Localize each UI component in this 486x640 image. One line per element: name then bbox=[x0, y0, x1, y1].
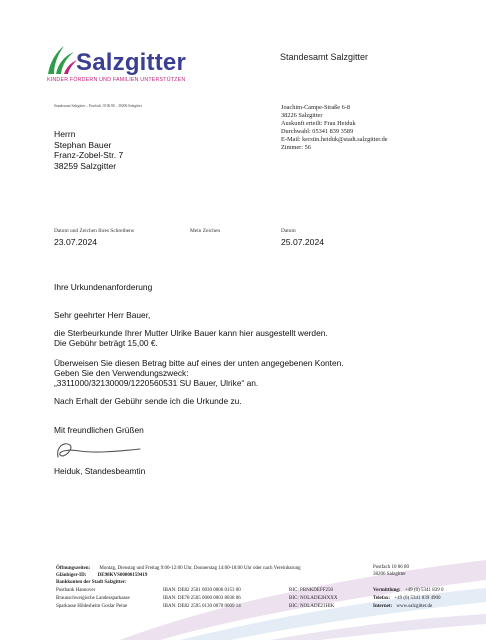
closing: Mit freundlichen Grüßen bbox=[54, 425, 144, 435]
letter-date: 25.07.2024 bbox=[281, 237, 325, 247]
bank-bic: BIC: NOLADE2HXXX bbox=[289, 596, 338, 601]
signer-name: Heiduk, Standesbeamtin bbox=[54, 466, 146, 476]
contact-block bbox=[281, 104, 388, 153]
contact-line: Durchwahl: 05341 839 3589 bbox=[281, 128, 354, 136]
contact-line: Auskunft erteilt: Frau Heiduk bbox=[281, 120, 356, 128]
fax: Telefax: +49 (0) 5341 839 4900 bbox=[373, 596, 441, 601]
recipient-line: 38259 Salzgitter bbox=[54, 160, 117, 171]
subject: Ihre Urkundenanforderung bbox=[54, 282, 153, 292]
bank-name: Postbank Hannover bbox=[56, 588, 96, 593]
bank-iban: IBAN: DE78 2505 0000 0003 8038 06 bbox=[163, 596, 241, 601]
body-line: Überweisen Sie diesen Betrag bitte auf eines der unten angegebenen Konten. bbox=[54, 358, 344, 368]
opening-hours-text: Montag, Dienstag und Freitag 9:00-12:00 Uhr, Donnerstag 14:00-18:00 Uhr oder nach Vereinbarung bbox=[99, 566, 301, 571]
logo-wordmark: Salzgitter bbox=[76, 49, 187, 76]
bank-iban: IBAN: DE82 2595 0130 0070 0009 14 bbox=[163, 604, 241, 609]
body-line: die Sterbeurkunde Ihrer Mutter Ulrike Bauer kann hier ausgestellt werden. bbox=[54, 328, 328, 338]
bank-iban: IBAN: DE82 2501 0030 0006 0153 00 bbox=[163, 588, 241, 593]
bank-name: Braunschweigische Landessparkasse bbox=[56, 596, 130, 601]
my-reference-label: Mein Zeichen bbox=[190, 228, 221, 234]
body-line: „3311000/32130009/1220560531 SU Bauer, Ulrike“ an. bbox=[54, 378, 259, 389]
opening-hours bbox=[56, 566, 301, 573]
date-label: Datum bbox=[281, 228, 296, 234]
recipient-line: Herrn bbox=[54, 129, 76, 139]
signature-icon bbox=[54, 437, 144, 465]
opening-hours-label: Öffnungszeiten: bbox=[56, 566, 91, 571]
creditor-id bbox=[56, 573, 147, 580]
postbox-line: 38206 Salzgitter bbox=[373, 572, 406, 577]
body-line: Nach Erhalt der Gebühr sende ich die Urkunde zu. bbox=[54, 396, 242, 406]
recipient-line: Franz-Zobel-Str. 7 bbox=[54, 150, 124, 161]
body-paragraph bbox=[54, 358, 344, 389]
sender-line: Standesamt Salzgitter – Postfach 10 06 80 – 38206 Salzgitter bbox=[54, 104, 142, 108]
your-reference-label: Datum und Zeichen Ihres Schreibens bbox=[54, 228, 134, 234]
body-line: Geben Sie den Verwendungszweck: bbox=[54, 368, 189, 379]
website: Internet: www.salzgitter.de bbox=[373, 604, 433, 609]
bank-bic: BIC: PBNKDEFF250 bbox=[289, 588, 334, 593]
bank-accounts-label: Bankkonten der Stadt Salzgitter: bbox=[56, 580, 127, 585]
recipient-line: Stephan Bauer bbox=[54, 139, 112, 150]
contact-line: 38226 Salzgitter bbox=[281, 112, 323, 120]
creditor-id-label: Gläubiger-ID: bbox=[56, 573, 87, 578]
exchange-phone: Vermittlung: +49 (0) 5341 839 0 bbox=[373, 588, 444, 593]
contact-line: Zimmer: 56 bbox=[281, 144, 311, 152]
bank-bic: BIC: NOLADE21HIK bbox=[289, 604, 335, 609]
city-logo-icon bbox=[44, 44, 78, 76]
creditor-id-value: DE98KVS00000159419 bbox=[97, 573, 148, 578]
recipient-address bbox=[54, 129, 123, 171]
contact-line: Joachim-Campe-Straße 6-8 bbox=[281, 104, 351, 111]
body-paragraph bbox=[54, 328, 328, 348]
salutation: Sehr geehrter Herr Bauer, bbox=[54, 310, 151, 320]
contact-email: E-Mail: kerstin.heiduk@stadt.salzgitter.de bbox=[281, 136, 388, 144]
your-reference-date: 23.07.2024 bbox=[54, 237, 98, 247]
postbox-line: Postfach 10 06 80 bbox=[373, 565, 409, 570]
office-name: Standesamt Salzgitter bbox=[280, 52, 369, 62]
body-line: Die Gebühr beträgt 15,00 €. bbox=[54, 338, 158, 349]
logo-tagline: KINDER FÖRDERN UND FAMILIEN UNTERSTÜTZEN bbox=[47, 77, 186, 83]
bank-name: Sparkasse Hildesheim Goslar Peine bbox=[56, 604, 128, 609]
